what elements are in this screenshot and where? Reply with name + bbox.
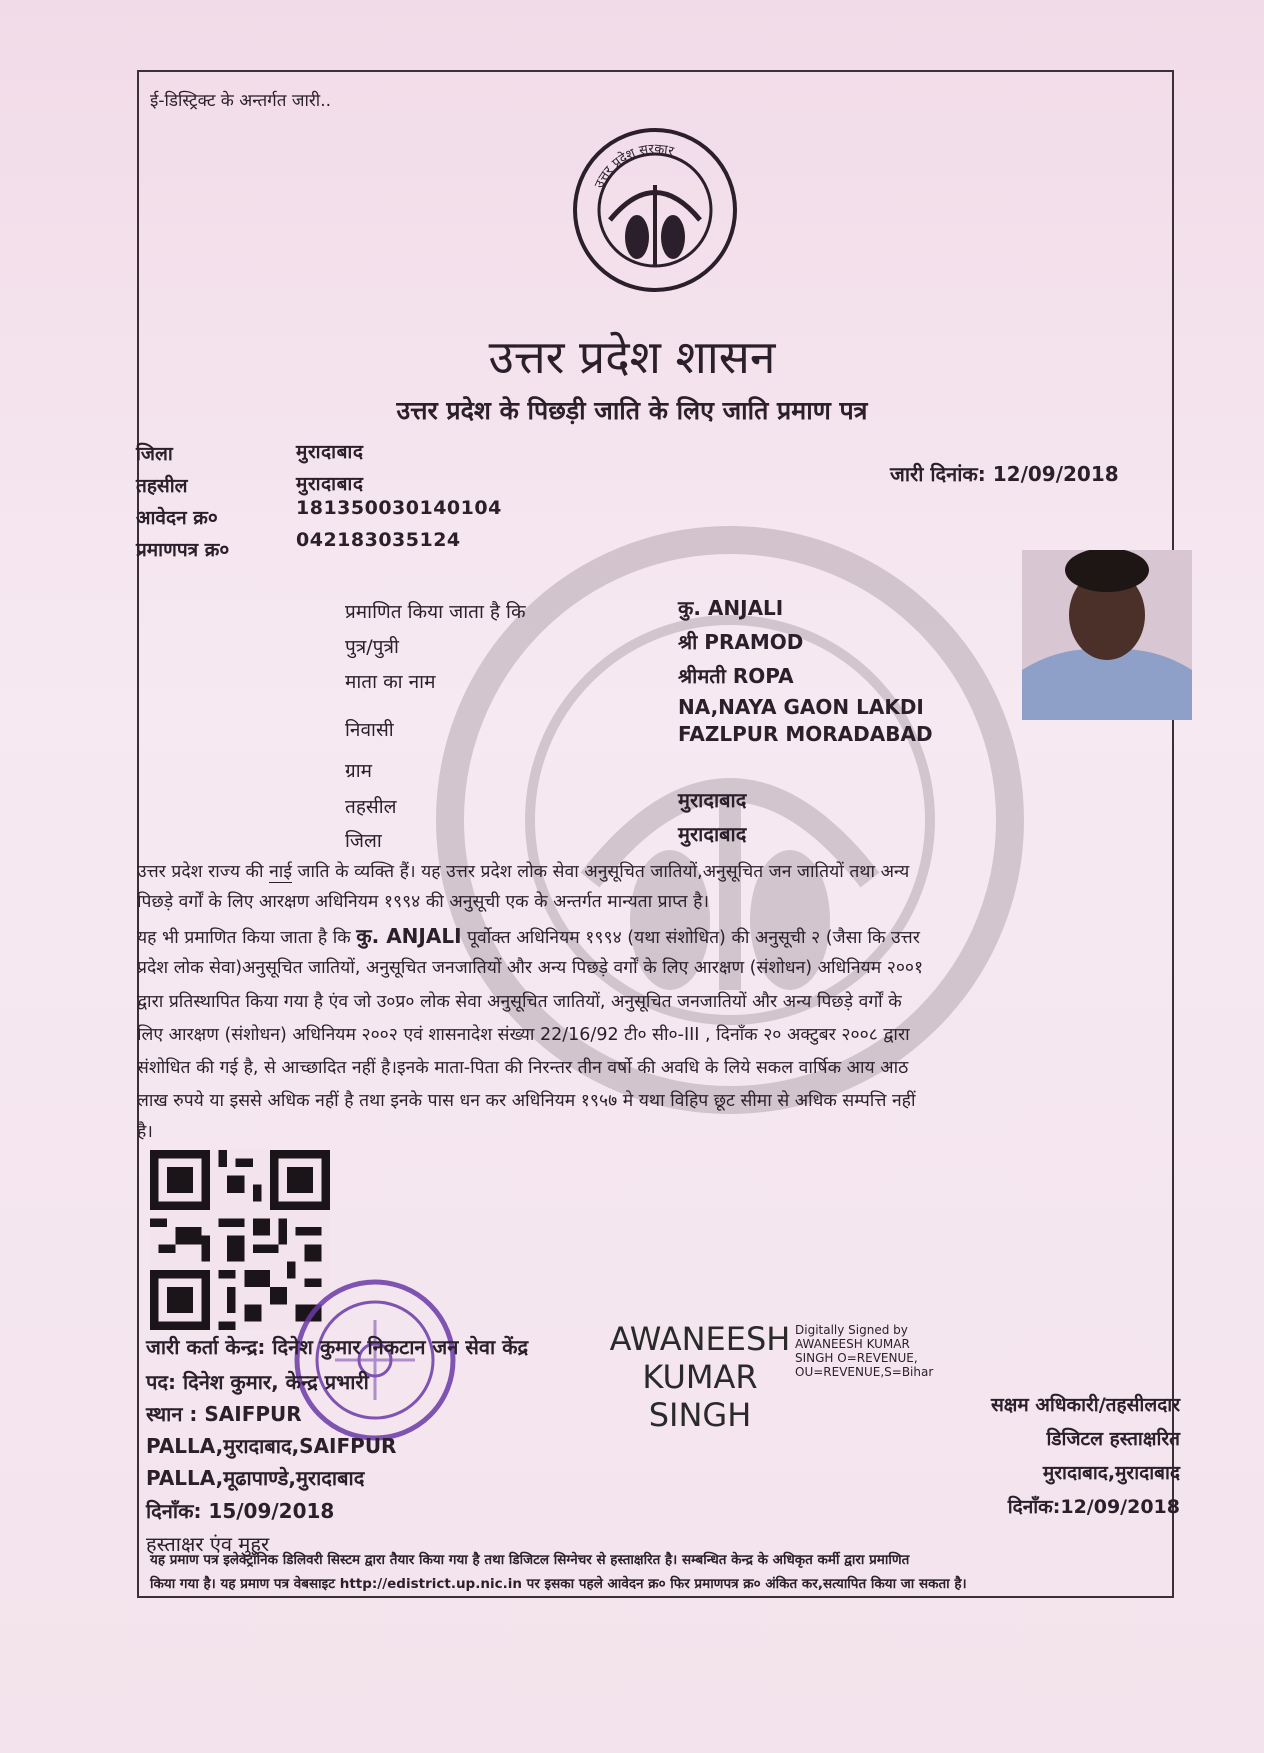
page-title: उत्तर प्रदेश शासन	[488, 330, 776, 384]
photo-portrait	[1022, 550, 1192, 720]
issued-under-text: ई-डिस्ट्रिक्ट के अन्तर्गत जारी..	[150, 91, 332, 111]
tehsil-label: तहसील	[136, 475, 188, 497]
field-district-label: जिला	[345, 830, 382, 852]
tehsil-value: मुरादाबाद	[296, 473, 364, 495]
officer-title: सक्षम अधिकारी/तहसीलदार	[990, 1394, 1180, 1416]
issuer-sign-label: हस्ताक्षर एंव मुहर	[146, 1532, 270, 1556]
village-label: ग्राम	[345, 760, 372, 782]
seal-stamp	[290, 1275, 460, 1445]
child-of-value: श्री PRAMOD	[678, 630, 804, 654]
application-number-label: आवेदन क्र०	[136, 507, 218, 529]
footnote-line-1: यह प्रमाण पत्र इलेक्ट्रॉनिक डिलिवरी सिस्टम द्वारा तैयार किया गया है तथा डिजिटल सिग्नेचर से हस्ताक्षरित है। सम्बन्धित केन्द्र के अधिकृत कर्मी द्वारा प्रमाणित	[150, 1552, 910, 1568]
issuer-designation: पद: दिनेश कुमार, केन्द्र प्रभारी	[146, 1370, 369, 1394]
certificate-subtitle: उत्तर प्रदेश के पिछड़ी जाति के लिए जाति प्रमाण पत्र	[396, 396, 868, 425]
resident-value-2: FAZLPUR MORADABAD	[678, 722, 933, 746]
mother-label: माता का नाम	[345, 671, 436, 693]
up-government-emblem	[570, 125, 740, 295]
footnote-line-2: किया गया है। यह प्रमाण पत्र वेबसाइट http://edistrict.up.nic.in पर इसका पहले आवेदन क्र० फिर प्रमाणपत्र क्र० अंकित कर,सत्यापित किया जा सकता है।	[150, 1576, 967, 1592]
issuer-center: जारी कर्ता केन्द्र: दिनेश कुमार निकटान जन सेवा केंद्र	[146, 1335, 529, 1359]
body-line-7: संशोधित की गई है, से आच्छादित नहीं है।इनके माता-पिता की निरन्तर तीन वर्षो की अवधि के लिये सकल वार्षिक आय आठ	[137, 1058, 909, 1078]
body-line-8: लाख रुपये या इससे अधिक नहीं है तथा इनके पास धन कर अधिनियम १९५७ मे यथा विहिप छूट सीमा से अधिक सम्पत्ति नहीं	[137, 1091, 916, 1111]
district-label: जिला	[136, 443, 173, 465]
body-line-5: द्वारा प्रतिस्थापित किया गया है एंव जो उ०प्र० लोक सेवा अनुसूचित जातियों, अनुसूचित जनजातियों और अन्य पिछड़े वर्गों के	[137, 992, 902, 1012]
child-of-label: पुत्र/पुत्री	[345, 636, 399, 658]
certificate-number-label: प्रमाणपत्र क्र०	[136, 539, 230, 561]
body-applicant-name: कु. ANJALI	[356, 924, 462, 948]
emblem-text: उत्तर प्रदेश सरकार	[591, 141, 676, 191]
application-number-value: 181350030140104	[296, 497, 502, 519]
officer-date: दिनाँक:12/09/2018	[1007, 1496, 1180, 1518]
officer-location: मुरादाबाद,मुरादाबाद	[1042, 1462, 1180, 1484]
caste-name: नाई	[269, 862, 292, 882]
issuer-date: दिनाँक: 15/09/2018	[146, 1499, 335, 1523]
resident-label: निवासी	[345, 719, 394, 741]
officer-block	[940, 1388, 1180, 1524]
certified-label: प्रमाणित किया जाता है कि	[345, 601, 526, 623]
mother-value: श्रीमती ROPA	[678, 664, 794, 688]
body-line-9: है।	[137, 1122, 153, 1142]
certified-value: कु. ANJALI	[678, 596, 784, 620]
body-line-2: पिछड़े वर्गों के लिए आरक्षण अधिनियम १९९४ की अनुसूची एक के अन्तर्गत मान्यता प्राप्त है।	[137, 892, 710, 912]
body-line-6: लिए आरक्षण (संशोधन) अधिनियम २००२ एवं शासनादेश संख्या 22/16/92 टी० सी०-III , दिनाँक २० अक्टुबर २००८ द्वारा	[137, 1025, 910, 1045]
body-line-4: प्रदेश लोक सेवा)अनुसूचित जातियों, अनुसूचित जनजातियों और अन्य पिछड़े वर्गों के लिए आरक्षण (संशोधन) अधिनियम २००१	[137, 958, 924, 978]
body-line-3: यह भी प्रमाणित किया जाता है कि कु. ANJALI पूर्वोक्त अधिनियम १९९४ (यथा संशोधित) की अनुसूची २ (जैसा कि उत्तर	[137, 924, 920, 948]
body-line-1: उत्तर प्रदेश राज्य की नाई जाति के व्यक्ति हैं। यह उत्तर प्रदेश लोक सेवा अनुसूचित जातियों,अनुसूचित जन जातियों तथा अन्य	[137, 862, 910, 882]
field-tehsil-value: मुरादाबाद	[678, 788, 747, 812]
officer-digital-signed: डिजिटल हस्ताक्षरित	[1046, 1428, 1180, 1450]
issuer-location: स्थान : SAIFPUR	[146, 1402, 302, 1426]
field-tehsil-label: तहसील	[345, 796, 397, 818]
certificate-number-value: 042183035124	[296, 529, 461, 551]
digital-signature-note: Digitally Signed by AWANEESH KUMAR SINGH O=REVENUE, OU=REVENUE,S=Bihar	[795, 1323, 934, 1379]
issue-date: जारी दिनांक: 12/09/2018	[890, 462, 1119, 486]
resident-value-1: NA,NAYA GAON LAKDI	[678, 695, 924, 719]
issuer-address-1: PALLA,मुरादाबाद,SAIFPUR	[146, 1434, 397, 1458]
digital-signature-name: AWANEESH KUMAR SINGH	[609, 1320, 791, 1434]
district-value: मुरादाबाद	[296, 441, 364, 463]
applicant-photo	[1022, 550, 1192, 720]
issuer-address-2: PALLA,मूढापाण्डे,मुरादाबाद	[146, 1466, 365, 1490]
field-district-value: मुरादाबाद	[678, 822, 747, 846]
